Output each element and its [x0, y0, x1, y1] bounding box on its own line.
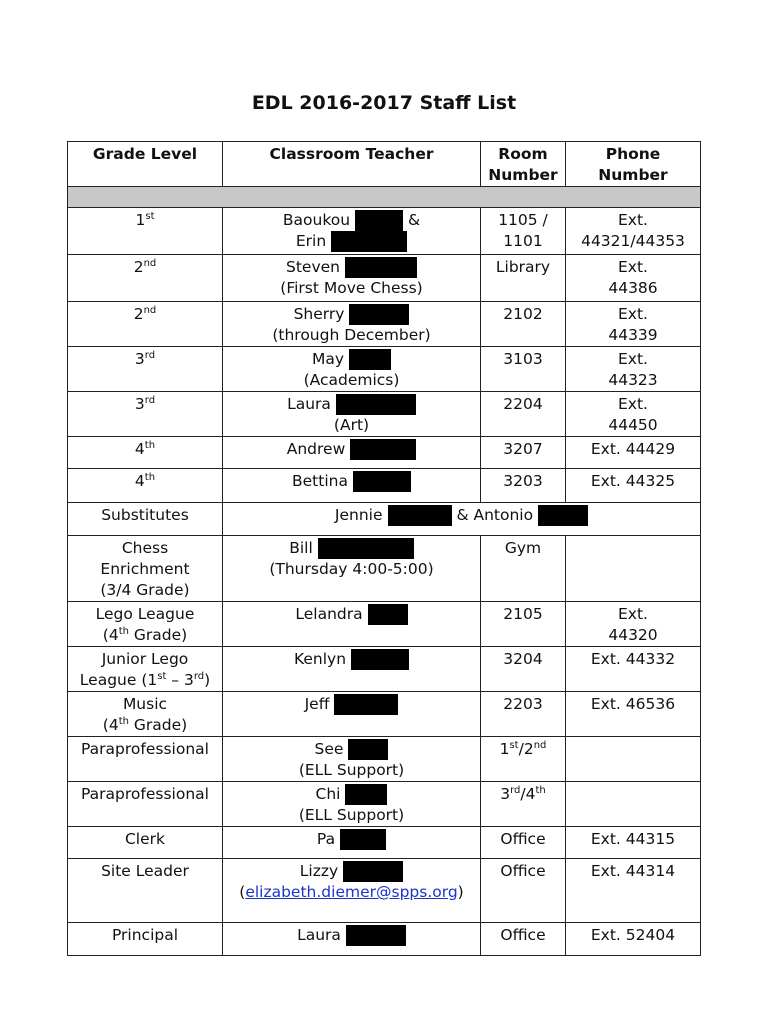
redaction-block	[340, 829, 386, 850]
teacher-cell: Chi (ELL Support)	[223, 782, 481, 827]
phone-cell: Ext. 44332	[566, 647, 701, 692]
teacher-cell: Lelandra	[223, 602, 481, 647]
table-row	[68, 782, 701, 827]
room-cell: 3207	[481, 437, 566, 469]
phone-cell: Ext. 44429	[566, 437, 701, 469]
teacher-cell: Jeff	[223, 692, 481, 737]
phone-cell: Ext. 44314	[566, 859, 701, 923]
room-cell: 3203	[481, 469, 566, 503]
spacer-row	[68, 187, 701, 208]
redaction-block	[349, 304, 409, 325]
grade-cell: Clerk	[68, 827, 223, 859]
room-cell: Office	[481, 859, 566, 923]
phone-cell: Ext. 46536	[566, 692, 701, 737]
table-row	[68, 859, 701, 923]
substitutes-cell: Jennie & Antonio	[223, 503, 701, 536]
room-cell: 3103	[481, 347, 566, 392]
room-cell: 1105 / 1101	[481, 208, 566, 255]
phone-cell: Ext. 44386	[566, 255, 701, 302]
teacher-cell: Bettina	[223, 469, 481, 503]
teacher-cell: Steven (First Move Chess)	[223, 255, 481, 302]
phone-cell: Ext. 44315	[566, 827, 701, 859]
teacher-cell: See (ELL Support)	[223, 737, 481, 782]
teacher-cell: Bill (Thursday 4:00-5:00)	[223, 536, 481, 602]
redaction-block	[345, 784, 387, 805]
redaction-block	[345, 257, 417, 278]
grade-cell: Chess Enrichment (3/4 Grade)	[68, 536, 223, 602]
table-row	[68, 536, 701, 602]
header-classroom-teacher: Classroom Teacher	[223, 142, 481, 187]
teacher-cell: Sherry (through December)	[223, 302, 481, 347]
table-row	[68, 208, 701, 255]
phone-cell: Ext. 44323	[566, 347, 701, 392]
grade-cell: Site Leader	[68, 859, 223, 923]
table-row	[68, 503, 701, 536]
phone-cell: Ext. 44320	[566, 602, 701, 647]
table-row	[68, 923, 701, 956]
grade-cell: 1st	[68, 208, 223, 255]
teacher-cell: Baoukou & Erin	[223, 208, 481, 255]
phone-cell: Ext. 44325	[566, 469, 701, 503]
phone-cell	[566, 782, 701, 827]
room-cell: Library	[481, 255, 566, 302]
header-grade-level: Grade Level	[68, 142, 223, 187]
room-cell: Office	[481, 827, 566, 859]
redaction-block	[334, 694, 398, 715]
redaction-block	[346, 925, 406, 946]
room-cell: 2105	[481, 602, 566, 647]
grade-cell: Paraprofessional	[68, 737, 223, 782]
room-cell: 3204	[481, 647, 566, 692]
redaction-block	[355, 210, 403, 231]
phone-cell	[566, 737, 701, 782]
grade-cell: 4th	[68, 469, 223, 503]
header-phone-number: Phone Number	[566, 142, 701, 187]
grade-cell: 3rd	[68, 347, 223, 392]
grade-cell: 2nd	[68, 255, 223, 302]
grade-cell: Music (4th Grade)	[68, 692, 223, 737]
email-link[interactable]: elizabeth.diemer@spps.org	[245, 883, 458, 901]
room-cell: Gym	[481, 536, 566, 602]
grade-cell: Paraprofessional	[68, 782, 223, 827]
redaction-block	[353, 471, 411, 492]
table-row	[68, 469, 701, 503]
grade-cell: Substitutes	[68, 503, 223, 536]
room-cell: 3rd/4th	[481, 782, 566, 827]
table-row	[68, 437, 701, 469]
redaction-block	[331, 231, 407, 252]
teacher-cell: May (Academics)	[223, 347, 481, 392]
phone-cell: Ext. 44339	[566, 302, 701, 347]
redaction-block	[318, 538, 414, 559]
redaction-block	[351, 649, 409, 670]
redaction-block	[368, 604, 408, 625]
table-row	[68, 692, 701, 737]
teacher-cell: Andrew	[223, 437, 481, 469]
teacher-cell: Pa	[223, 827, 481, 859]
redaction-block	[336, 394, 416, 415]
table-row	[68, 302, 701, 347]
phone-cell: Ext. 44321/44353	[566, 208, 701, 255]
header-row	[68, 142, 701, 187]
table-row	[68, 647, 701, 692]
grade-cell: Lego League (4th Grade)	[68, 602, 223, 647]
grade-cell: 4th	[68, 437, 223, 469]
page-title: EDL 2016-2017 Staff List	[251, 92, 517, 114]
header-room-number: Room Number	[481, 142, 566, 187]
room-cell: 2203	[481, 692, 566, 737]
room-cell: 1st/2nd	[481, 737, 566, 782]
phone-cell: Ext. 52404	[566, 923, 701, 956]
redaction-block	[350, 439, 416, 460]
redaction-block	[388, 505, 452, 526]
table-row	[68, 255, 701, 302]
room-cell: 2204	[481, 392, 566, 437]
phone-cell: Ext. 44450	[566, 392, 701, 437]
table-row	[68, 602, 701, 647]
redaction-block	[538, 505, 588, 526]
teacher-cell: Laura	[223, 923, 481, 956]
grade-cell: Principal	[68, 923, 223, 956]
grade-cell: 3rd	[68, 392, 223, 437]
teacher-cell: Lizzy (elizabeth.diemer@spps.org)	[223, 859, 481, 923]
grade-cell: Junior Lego League (1st – 3rd)	[68, 647, 223, 692]
redaction-block	[349, 349, 391, 370]
table-row	[68, 827, 701, 859]
phone-cell	[566, 536, 701, 602]
table-row	[68, 347, 701, 392]
redaction-block	[348, 739, 388, 760]
table-row	[68, 737, 701, 782]
teacher-cell: Laura (Art)	[223, 392, 481, 437]
redaction-block	[343, 861, 403, 882]
grade-cell: 2nd	[68, 302, 223, 347]
table-row	[68, 392, 701, 437]
room-cell: Office	[481, 923, 566, 956]
room-cell: 2102	[481, 302, 566, 347]
staff-table	[67, 141, 701, 956]
teacher-cell: Kenlyn	[223, 647, 481, 692]
